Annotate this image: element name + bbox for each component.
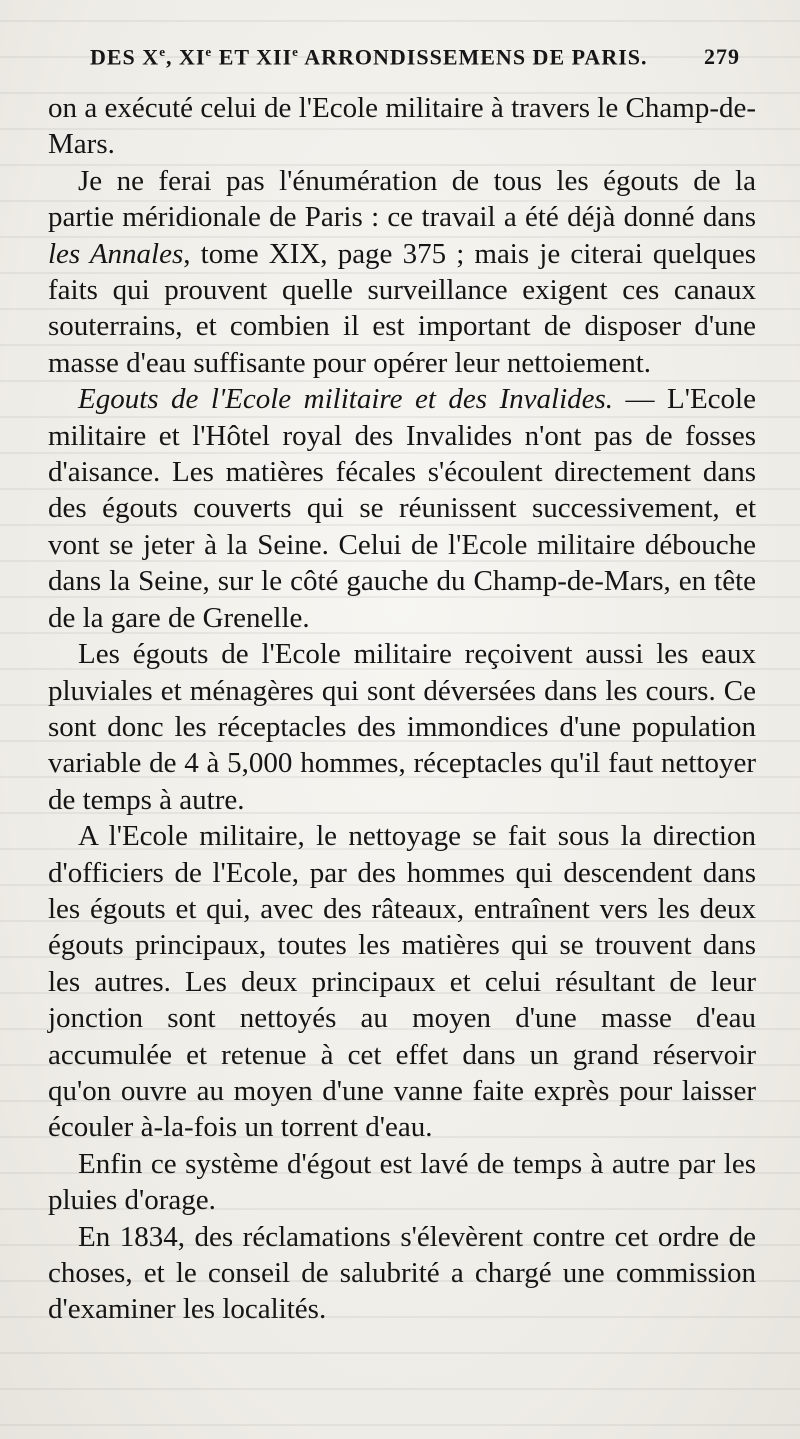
page-number: 279 (704, 44, 740, 69)
running-title: DES Xe, XIe ET XIIe ARRONDISSEMENS DE PARIS. (90, 44, 648, 70)
paragraph-5: A l'Ecole militaire, le nettoyage se fait sous la direction d'officiers de l'Ecole, par des hommes qui descendent dans les égouts et qui, avec des râteaux, entraînent vers les deux égouts principaux, toutes les matières qui se trouvent dans les autres. Les deux principaux et celui résultant de leur jonction sont nettoyés au moyen d'une masse d'eau accumulée et retenue à cet effet dans un grand réservoir qu'on ouvre au moyen d'une vanne faite exprès pour laisser écouler à-la-fois un torrent d'eau. (48, 820, 756, 1144)
paragraph-3: Egouts de l'Ecole militaire et des Invalides. — L'Ecole militaire et l'Hôtel royal des Invalides n'ont pas de fosses d'aisance. Les matières fécales s'écoulent directement dans des égouts couverts qui se réunissent successivement, et vont se jeter à la Seine. Celui de l'Ecole militaire débouche dans la Seine, sur le côté gauche du Champ-de-Mars, en tête de la gare de Grenelle. (48, 383, 756, 634)
running-header (90, 44, 750, 78)
section-heading: Egouts de l'Ecole militaire et des Invalides. (78, 383, 614, 416)
page-body (48, 90, 756, 1328)
paragraph-2: Je ne ferai pas l'énumération de tous les égouts de la partie méridionale de Paris : ce travail a été déjà donné dans les Annales, tome XIX, page 375 ; mais je citerai quelques faits qui prouvent quelle surveillance exigent ces canaux souterrains, et combien il est important de disposer d'une masse d'eau suffisante pour opérer leur nettoiement. (48, 164, 757, 379)
paragraph-7: En 1834, des réclamations s'élevèrent contre cet ordre de choses, et le conseil de salubrité a chargé une commission d'examiner les localités. (48, 1220, 756, 1326)
paragraph-1: on a exécuté celui de l'Ecole militaire à travers le Champ-de-Mars. (48, 92, 756, 161)
paragraph-6: Enfin ce système d'égout est lavé de temps à autre par les pluies d'orage. (48, 1147, 756, 1217)
paragraph-4: Les égouts de l'Ecole militaire reçoivent aussi les eaux pluviales et ménagères qui sont déversées dans les cours. Ce sont donc les réceptacles des immondices d'une population variable de 4 à 5,000 hommes, réceptacles qu'il faut nettoyer de temps à autre. (48, 638, 756, 816)
